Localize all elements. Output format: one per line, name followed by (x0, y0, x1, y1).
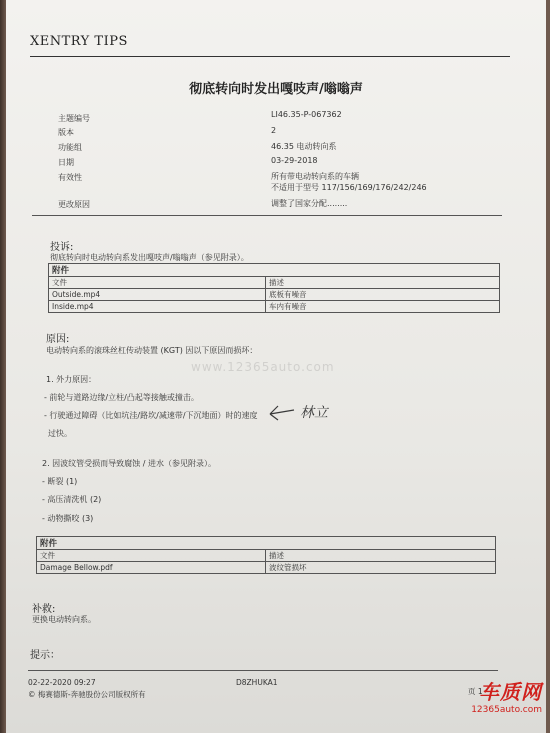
cause-item-2a: - 断裂 (1) (42, 477, 78, 486)
meta-label-subject-no: 主题编号 (58, 114, 90, 123)
cause-item-2c: - 动物撕咬 (3) (42, 514, 94, 523)
attachment-desc: 波纹管损坏 (266, 562, 496, 574)
brand-header: XENTRY TIPS (30, 34, 128, 49)
meta-label-function-group: 功能组 (58, 143, 82, 152)
complaint-text: 彻底转向时电动转向系发出嘎吱声/嗡嗡声（参见附录）。 (50, 253, 249, 262)
table-row (37, 562, 496, 574)
site-logo (471, 676, 542, 715)
col-header-file: 文件 (49, 277, 266, 289)
table-row (49, 289, 500, 301)
cause-item-1: 1. 外力原因： (46, 375, 97, 384)
meta-value-subject-no: LI46.35-P-067362 (271, 110, 342, 119)
footer-page: 页 1 (468, 687, 483, 696)
handwritten-note: 林立 (300, 405, 328, 421)
col-header-file: 文件 (37, 550, 266, 562)
complaint-heading: 投诉: (50, 242, 74, 253)
cause-item-1a: - 前轮与道路边缘/立柱/凸起等接触或撞击。 (44, 393, 199, 402)
attachment-file-link[interactable]: Damage Bellow.pdf (37, 562, 266, 574)
cause-intro: 电动转向系的滚珠丝杠传动装置 (KGT) 因以下原因而损坏： (46, 346, 258, 355)
attachment-desc: 车内有噪音 (266, 301, 500, 313)
complaint-attachments-table (48, 263, 500, 313)
meta-label-date: 日期 (58, 158, 74, 167)
cause-item-2b: - 高压清洗机 (2) (42, 495, 102, 504)
col-header-desc: 描述 (266, 550, 496, 562)
cause-attachments-table (36, 536, 496, 574)
logo-mark: 车质网 (479, 680, 542, 704)
footer-code: D8ZHUKA1 (236, 678, 278, 687)
meta-value-version: 2 (271, 126, 277, 135)
attachment-desc: 底板有噪音 (266, 289, 500, 301)
document-title: 彻底转向时发出嘎吱声/嗡嗡声 (189, 82, 363, 97)
document-page (6, 0, 546, 733)
meta-value-change-reason: 调整了国家分配........ (271, 199, 348, 208)
meta-value-validity-exclusion: 不适用于型号 117/156/169/176/242/246 (271, 183, 427, 192)
cause-item-1b-cont: 过快。 (48, 429, 72, 438)
footer-copyright: © 梅赛德斯-奔驰股份公司版权所有 (28, 690, 146, 699)
meta-value-function-group: 46.35 电动转向系 (271, 142, 337, 151)
hint-heading: 提示： (30, 650, 60, 661)
cause-item-2: 2. 因波纹管受损而导致腐蚀 / 进水（参见附录）。 (42, 459, 216, 468)
table-row (49, 301, 500, 313)
meta-separator (32, 215, 502, 216)
attachment-file-link[interactable]: Inside.mp4 (49, 301, 266, 313)
remedy-heading: 补救: (32, 604, 56, 615)
logo-url: 12365auto.com (471, 705, 542, 715)
footer-timestamp: 02-22-2020 09:27 (28, 678, 96, 687)
watermark: www.12365auto.com (191, 360, 335, 374)
handwritten-arrow-icon (268, 402, 298, 422)
col-header-desc: 描述 (266, 277, 500, 289)
footer-separator (28, 670, 498, 671)
cause-heading: 原因: (46, 334, 70, 345)
attachment-file-link[interactable]: Outside.mp4 (49, 289, 266, 301)
attachments-title: 附件 (37, 537, 496, 550)
meta-value-validity: 所有带电动转向系的车辆 (271, 172, 359, 181)
meta-label-change-reason: 更改原因 (58, 200, 90, 209)
header-rule (30, 56, 510, 57)
attachments-title: 附件 (49, 264, 500, 277)
cause-item-1b: - 行驶通过障碍（比如坑洼/路坎/减速带/下沉地面）时的速度 (44, 411, 258, 420)
remedy-text: 更换电动转向系。 (32, 615, 96, 624)
meta-label-validity: 有效性 (58, 173, 82, 182)
meta-label-version: 版本 (58, 128, 74, 137)
meta-value-date: 03-29-2018 (271, 156, 318, 165)
